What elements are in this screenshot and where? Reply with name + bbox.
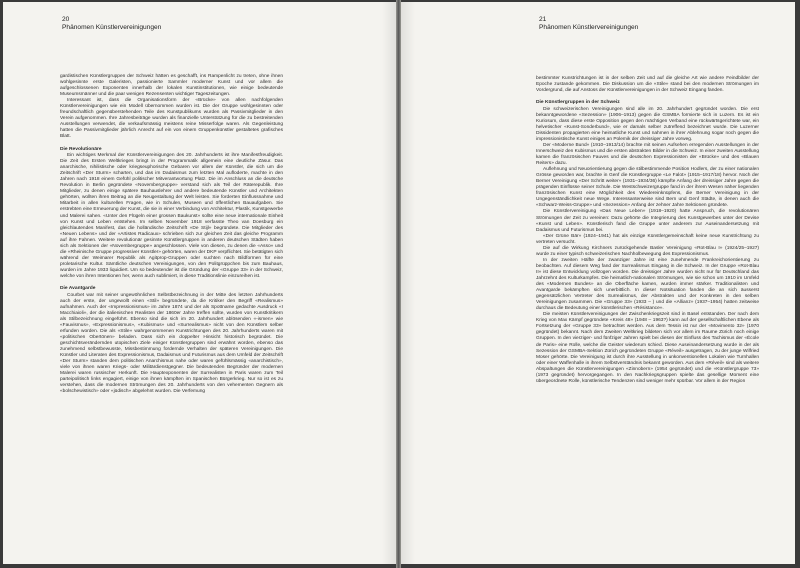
body-paragraph: bestimmter Kunstrichtungen ist in der selben Zeit und auf die gleiche Art wie andere Feindbilder der Epoche zustande gekommen. Die Diskussion um die «Stile» stand bei den modernen Strömungen im Vordergrund, die auf Anstoss der Künstlervereinigungen in der Schweiz Eingang fanden. [536, 76, 759, 94]
left-text-column [60, 74, 283, 395]
body-paragraph: Ein wichtiges Merkmal der Künstlervereinigungen des 20. Jahrhunderts ist ihre Manifestfreudigkeit. Die Zeit des Ersten Weltkrieges bringt in der Programmatik allgemein eine deutliche Zäsur. Das anarchische, nihilistische oder kriegseuphorische Gebaren vor allem der Künstler, die sich um die Zeitschrift «Der Sturm» scharten, und das im Dadaismus zum letzten Mal aufloderte, machte in den Jahren nach 1918 einem Gefühl politischer Mitverantwortung Platz. Die im Anschluss an die deutsche Revolution in Berlin gegründete «Novembergruppe» verstand sich als Teil der Räterepublik. Ihre Mitglieder, zu denen einige spätere Bauhauslehrer und andere bedeutende Künstler und Architekten gehörten, wollten ihren Beitrag an die Neugestaltung der Welt leisten. Sie forderten Einflussnahme und Mitarbeit in allen kulturellen Fragen, wie in Schulen, Museen und öffentlichen Bauaufgaben. Sie erstrebten eine Erneuerung der Kunst, die sie in einer Verbindung von Architektur, Plastik, Kunstgewerbe und Malerei sahen. «Unter den Flügeln einer grossen Baukunst» sollte eine neue internationale Einheit von Kunst und Leben entstehen. Im selben November 1918 verfasste Theo van Doesburg ein gleichlautendes Manifest, das die holländische Zeitschrift «De Stijl» begründete. Die Mitglieder des «Neuen Lebens» und der «Artistes Radicaux» schrieben sich zur gleichen Zeit das gleiche Programm auf ihre Fahnen. Weitere revolutionär gesinnte Künstlergruppen in anderen deutschen Städten haben sich als Sektionen der «Novembergruppe» angeschlossen. Viele von diesen, zu denen die «Asso» und die «Rheinische Gruppe progressiver Künstler» gehörten, waren der DKP verpflichtet. Sie betätigten sich während der Weimarer Republik als Agitprop-Gruppen oder suchten nach Bildformen für eine proletarische Kultur. Sämtliche deutschen Vereinigungen, von den Politgrüppchen bis zum Bauhaus, wurden im Jahre 1933 liquidiert. Um so bedeutender ist die Gründung der «Gruppe 33» in der Schweiz, welche von ihren Intentionen her, wenn auch sublimiert, in diese Traditionslinie einzureihen ist. [60, 153, 283, 279]
body-paragraph: gardistischen Künstlergruppen der Schweiz hätten es geschafft, ins Rampenlicht zu treten, ohne ihnen wohlgesinnte erste Galeristen, passionierte Sammler moderner Kunst und vor allem die aufgeschlossenen Exponenten innerhalb der lokalen Kunstinstitutionen, wie einige bedeutende Museumsmänner und die paar wenigen Rezensenten wichtiger Tageszeitungen. [60, 74, 283, 98]
body-paragraph: Auflehnung und Neuorientierung gegen die stilbestimmende Position Hodlers, der zu einer nationalen Grösse geworden war, brachte in Genf die Künstlergruppe «Le Falot» (1915–1917/18) hervor. Noch der Berner Vereinigung «Der Schritt weiter» (1931–1934/36) kämpfte Anfang der dreissiger Jahre gegen die prägenden Einflüsse seiner Schule. Die Westschweizergruppe fand in der ihrem Wesen näher liegenden französischen Kunst eine Möglichkeit des Wiedereinknüpfens, die Berner Vereinigung in der Ungegenständlichkeit neue Wege. Interessanterweise sind Bern und Genf Städte, in denen auch die «Schwarz-Weiss-Gruppe» und «Sezession» Anfang der zehner Jahre Sektionen gründete. [536, 167, 759, 209]
body-paragraph: Courbet war mit seiner ungewöhnlichen Selbstbezeichnung in der Mitte des letzten Jahrhunderts auch der erste, der ungewollt einen «Stil» begründete, da die Kritiker den Begriff «Realismus» aufnahmen. Auch der «Impressionismus» im Jahre 1874 und der als Spottname gedachte Ausdruck «I Macchiaioli», der die italienischen Realisten der 1860er Jahre treffen sollte, wurden von Kunstkritikern als Stilbezeichnung eingeführt. Ebenso sind die sich im 20. Jahrhundert ablösenden «-ismen» wie «Fauvismus», «Expressionismus», «Kubismus» und «Surrealismus» nicht von den Künstlern selber erfunden worden. Die als «Stile» wahrgenommenen Kunstrichtungen des 20. Jahrhunderts waren mit «politischen Obertönen» beladen. Dass sich ein doppelter Hinsicht historisch begründet. Die geschichtsverändernden utopischen Ziele einiger Künstlergruppen sind erwähnt worden, ebenso das zunehmend selbstbewusste, Missbestimmung fordernde Verhalten der späteren Vereinigungen. Die Künstler und Literaten des Expressionismus, Dadaismus und Futurismus aus dem Umfeld der Zeitschrift «Der Sturm» standen dem politischen Anarchismus nahe oder waren gefühlsmässig «anarchistisch», viele von ihnen waren Kriegs- oder Militärdienstgegner. Die bedeutenden Begründer der modernen Malerei waren russischer Herkunft. Die Hauptexponenten der Surrealisten in Paris waren zum Teil parteipolitisch links engagiert, einige von ihnen kämpften im Spanischen Bürgerkrieg. Nur so ist es zu verstehen, dass die modernen Strömungen des 20. Jahrhunderts von den vehementen Gegnern als «bolschewistisch» oder «jüdisch» abgelehnt wurden. Die Verfemung [60, 292, 283, 395]
left-page-number: 20 [62, 16, 70, 23]
section-heading: Die Revolutionäre [60, 146, 102, 152]
body-paragraph: In der zweiten Hälfte der zwanziger Jahre ist eine zunehmende Frankreichorientierung zu beobachten. Auf diesem Weg fand der Surrealismus Eingang in die Schweiz. In der Gruppe «Rot-Blau II» ist diese Entwicklung vollzogen worden. Die dreissiger Jahre wurden nicht nur für Deutschland das Jahrzehnt des Kulturkampfes. Die heimatlich-nationalen Strömungen, wie sie schon um 1910 im Umfeld des «Modernen Bundes» an die Oberfläche kamen, wurden immer stärker. Traditionalisten und Avantgarde bekämpften sich unerbittlich. In dieser Notsituation fanden die an sich äusserst gegensätzlichen Vertreter des Surrealismus, der Abstrakten und der Konkreten in den selben Vereinigungen zusammen. Die «Gruppe 33» (1933 – ) und die «Allianz» (1937–1954) hatten zeitweise durchaus die Bedeutung einer künstlerischen «Résistance». [536, 257, 759, 312]
body-paragraph: Die auf die Wirkung Kirchners zurückgehende Basler Vereinigung «Rot-Blau I» (1924/25–1927) wurde zu einer typisch schweizerischen Nachholbewegung des Expressionismus. [536, 245, 759, 257]
body-paragraph: Die Künstlervereinigung «Das Neue Leben» (1918–1920) hatte Anspruch, die revolutionären Strömungen der Zeit zu vereinen: Dazu gehörte die Integrierung des Kunstgewerbes unter der Devise «Kunst und Leben». Künstlerisch fand die Gruppe unter anderem zur Auseinandersetzung mit Dadaismus und Futurismus bei. [536, 209, 759, 233]
body-paragraph: Die meisten Künstlervereinigungen der Zwischenkriegszeit sind in Basel entstanden. Der nach dem Krieg von Max Kämpf gegründete «Kreis 48» (1948 – 1963?) kann auf der gesellschaftlichen Ebene als Fortsetzung der «Gruppe 33» betrachtet werden. Aus dem Tessin ist nur der «Movimento 32» (1970 gegründet) bekannt. Nach dem Zweiten Weltkrieg bildeten sich vor allem im Raume Zürich noch einige Gruppen. In den vierziger- und fünfziger Jahren spielt bei diesen der Einfluss des Tachismus der «École de Paris» eine Rolle, welche die Geister wiederum schied. Diese Auseinandersetzung wurde in der als Sezession der GSMBA-Sektion Zürich gegründeten Gruppe «Réveil» ausgetragen, zu der junge Wilfried Moser gehörte. Die Vereinigung ist durch ihre Ausstellung in unkonventionellen Lokalen wie Turnhallen oder einer Waffenhalle in ihrem Selbstverständnis bekannt geworden. Aus dem «Réveil» sind als weitere Abspaltungen die Künstlervereinigungen «Zinnobern» (1954 gegründet) und die «Künstlergruppe 73» (1973 gegründet) hervorgegangen. In den Nachkriegsgruppen spielte das gesellige Moment eine übergeordnete Rolle, künstlerische Tendenzen sind weniger mehr spürbar. Vor allem in der Region [536, 312, 759, 384]
section-heading: Die Avantgarde [60, 286, 96, 292]
page-curl-shadow [401, 2, 415, 564]
left-page [3, 2, 396, 564]
right-text-column [536, 76, 759, 385]
body-paragraph: Der «Moderne Bund» (1910–1913/14) brachte mit seinen Aufsehen erregenden Ausstellungen in der Innerschweiz den Kubismus und die ersten abstrakten Bilder in die Schweiz. In einer zweiten Ausstellung kamen die französischen Fauves und die deutschen Expressionisten der «Brücke» und des «Blauen Reiters» dazu. [536, 142, 759, 167]
page-curl-shadow [382, 2, 396, 564]
right-page-header [539, 16, 638, 32]
body-paragraph: Die schweizerischen Vereinigungen sind alle im 20. Jahrhundert gegründet worden. Die erst bekanntgewordene «Sezession» (1906–1913) gegen die GSMBA formierte sich in Luzern. Es ist ein Kuriosum, dass diese erste Opposition gegen den mächtigen Verband eine rückwärtsgerichtete war, ein helvetischer «Kunst-Sonderbund», wie er damals selber zutreffend bezeichnet wurde. Die Luzerner Dissidenten propagierten eine heimatliche Kunst und nahmen in ihrer Ablehnung sogar noch gegen die impressionistische Kunst einiges an Polemik der dreissiger Jahre vorweg. [536, 106, 759, 142]
right-page-number: 21 [539, 16, 547, 23]
body-paragraph: «Der Grüne Bär» (1924–1941) hat als einzige Künstlergemeinschaft keine neue Kunstrichtung zu vertreten versucht. [536, 233, 759, 245]
left-running-title: Phänomen Künstlervereinigungen [62, 24, 162, 31]
right-running-title: Phänomen Künstlervereinigungen [539, 24, 639, 31]
right-page [401, 2, 795, 564]
section-heading: Die Künstlergruppen in der Schweiz [536, 100, 620, 106]
body-paragraph: Interessant ist, dass die Organisationsform der «Brücke» von allen nachfolgenden Künstlervereinigungen wie ein Modell übernommen wurden ist. Die der Gruppe wohlgesinnten oder freundschaftlich gegenüberstehenden Teile des Kunstpublikums wurden als Passivmitglieder in den Verein aufgenommen. Ihre Jahresbeiträge wurden als finanzielle Unterstützung für die zu bestreitenden Ausstellungen verwendet, die verkaufsmässig meistens reine Misserfolge waren. Als Gegenleistung hatten die Passivmitglieder jährlich Anrecht auf ein von einem Gruppenkünstler gestaltetes grafisches Blatt. [60, 98, 283, 140]
left-page-header [62, 16, 161, 32]
